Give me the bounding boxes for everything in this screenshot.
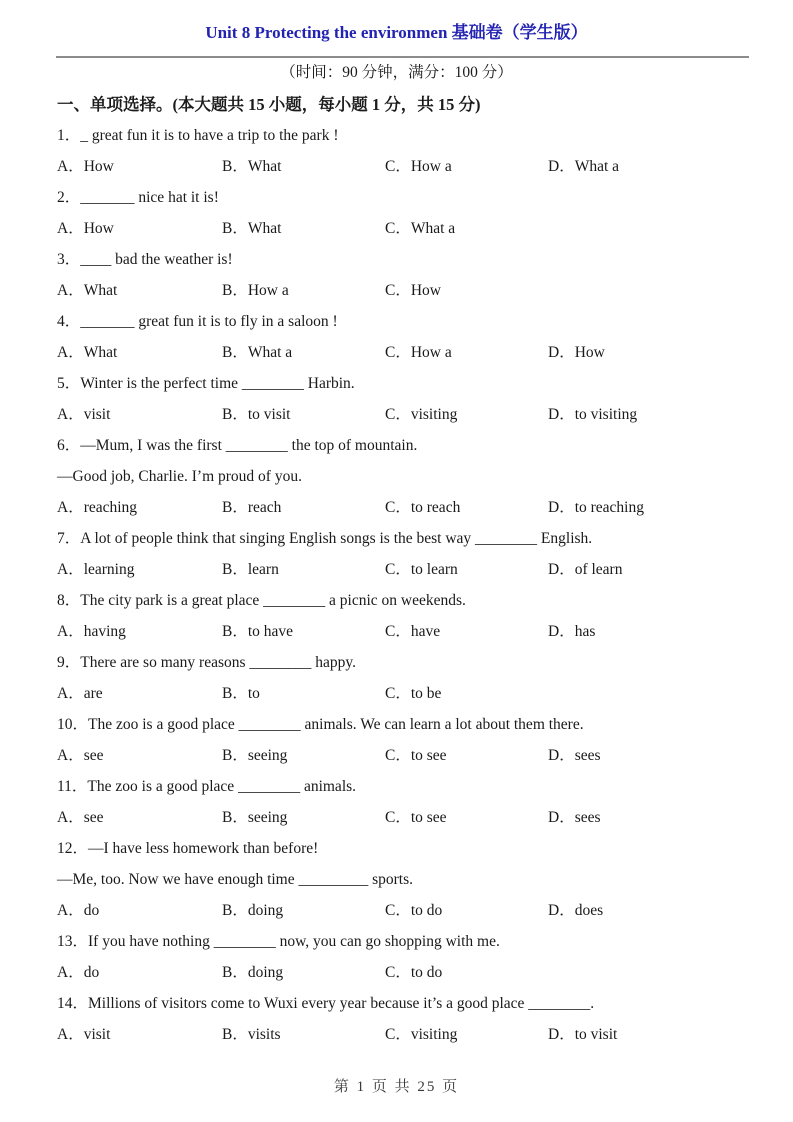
option: D．has (548, 623, 596, 640)
option: C．How (385, 282, 441, 299)
question-text: 5．Winter is the perfect time ________ Harbin. (57, 375, 355, 392)
options-row (57, 492, 753, 523)
option: B．to visit (222, 406, 291, 423)
header-divider (56, 56, 749, 58)
options-row (57, 554, 753, 585)
question-text: 10．The zoo is a good place ________ animals. We can learn a lot about them there. (57, 716, 584, 733)
options-row (57, 399, 753, 430)
question-list (57, 120, 753, 1050)
option: D．How (548, 344, 605, 361)
option: C．What a (385, 220, 456, 237)
options-row (57, 213, 753, 244)
options-row (57, 895, 753, 926)
options-row (57, 802, 753, 833)
option: C．to learn (385, 561, 458, 578)
option: B．seeing (222, 747, 288, 764)
option: A．visit (57, 1026, 111, 1043)
option: C．How a (385, 344, 452, 361)
option: C．visiting (385, 406, 458, 423)
question-text: 2．_______ nice hat it is! (57, 189, 219, 206)
question-text: 14．Millions of visitors come to Wuxi every year because it’s a good place ________. (57, 995, 595, 1012)
option: A．How (57, 220, 114, 237)
option: C．to do (385, 964, 443, 981)
question-text: 1．_ great fun it is to have a trip to the park ! (57, 127, 339, 144)
options-row (57, 151, 753, 182)
option: D．of learn (548, 561, 623, 578)
question-item (57, 430, 753, 523)
question-text: 12．—I have less homework than before! (57, 840, 319, 857)
options-row (57, 957, 753, 988)
option: A．having (57, 623, 126, 640)
options-row (57, 337, 753, 368)
option: B．doing (222, 902, 284, 919)
option: D．sees (548, 809, 601, 826)
option: B．How a (222, 282, 289, 299)
question-item (57, 306, 753, 368)
option: C．to reach (385, 499, 461, 516)
option: B．What (222, 158, 282, 175)
page-title: Unit 8 Protecting the environmen 基础卷（学生版） (205, 23, 588, 42)
option: C．visiting (385, 1026, 458, 1043)
question-text: 8．The city park is a great place ________ a picnic on weekends. (57, 592, 466, 609)
question-item (57, 988, 753, 1050)
option: A．visit (57, 406, 111, 423)
exam-time-score-info: （时间：90 分钟，满分：100 分） (280, 64, 513, 81)
option: D．What a (548, 158, 620, 175)
option: A．How (57, 158, 114, 175)
option: B．visits (222, 1026, 281, 1043)
options-row (57, 616, 753, 647)
option: D．does (548, 902, 604, 919)
question-text: 9．There are so many reasons ________ happy. (57, 654, 357, 671)
options-row (57, 740, 753, 771)
question-text: —Good job, Charlie. I’m proud of you. (57, 468, 302, 485)
options-row (57, 1019, 753, 1050)
option: C．How a (385, 158, 452, 175)
option: C．to do (385, 902, 443, 919)
question-text: 13．If you have nothing ________ now, you can go shopping with me. (57, 933, 500, 950)
option: B．What (222, 220, 282, 237)
option: D．to reaching (548, 499, 644, 516)
question-item (57, 771, 753, 833)
option: D．to visiting (548, 406, 638, 423)
question-item (57, 926, 753, 988)
option: D．sees (548, 747, 601, 764)
option: C．have (385, 623, 441, 640)
question-text: 3．____ bad the weather is! (57, 251, 233, 268)
question-text: 4．_______ great fun it is to fly in a saloon ! (57, 313, 338, 330)
question-item (57, 244, 753, 306)
question-item (57, 833, 753, 926)
question-item (57, 368, 753, 430)
question-item (57, 120, 753, 182)
question-item (57, 647, 753, 709)
page-number-footer: 第 1 页 共 25 页 (333, 1079, 460, 1095)
option: A．reaching (57, 499, 138, 516)
question-text: 11．The zoo is a good place ________ animals. (57, 778, 357, 795)
option: B．learn (222, 561, 279, 578)
option: D．to visit (548, 1026, 618, 1043)
option: B．to (222, 685, 260, 702)
question-item (57, 523, 753, 585)
option: A．What (57, 282, 118, 299)
question-item (57, 709, 753, 771)
option: B．to have (222, 623, 294, 640)
option: A．learning (57, 561, 135, 578)
option: B．doing (222, 964, 284, 981)
option: C．to see (385, 747, 447, 764)
option: A．see (57, 747, 104, 764)
option: C．to see (385, 809, 447, 826)
question-item (57, 585, 753, 647)
question-text: —Me, too. Now we have enough time _________ sports. (57, 871, 414, 888)
section-heading: 一、单项选择。(本大题共 15 小题，每小题 1 分，共 15 分) (57, 95, 481, 114)
option: A．see (57, 809, 104, 826)
option: A．do (57, 902, 100, 919)
option: B．reach (222, 499, 282, 516)
option: C．to be (385, 685, 442, 702)
option: A．do (57, 964, 100, 981)
option: A．What (57, 344, 118, 361)
option: B．seeing (222, 809, 288, 826)
question-item (57, 182, 753, 244)
option: B．What a (222, 344, 293, 361)
question-text: 6．—Mum, I was the first ________ the top of mountain. (57, 437, 418, 454)
option: A．are (57, 685, 103, 702)
options-row (57, 275, 753, 306)
question-text: 7．A lot of people think that singing English songs is the best way ________ English. (57, 530, 593, 547)
options-row (57, 678, 753, 709)
